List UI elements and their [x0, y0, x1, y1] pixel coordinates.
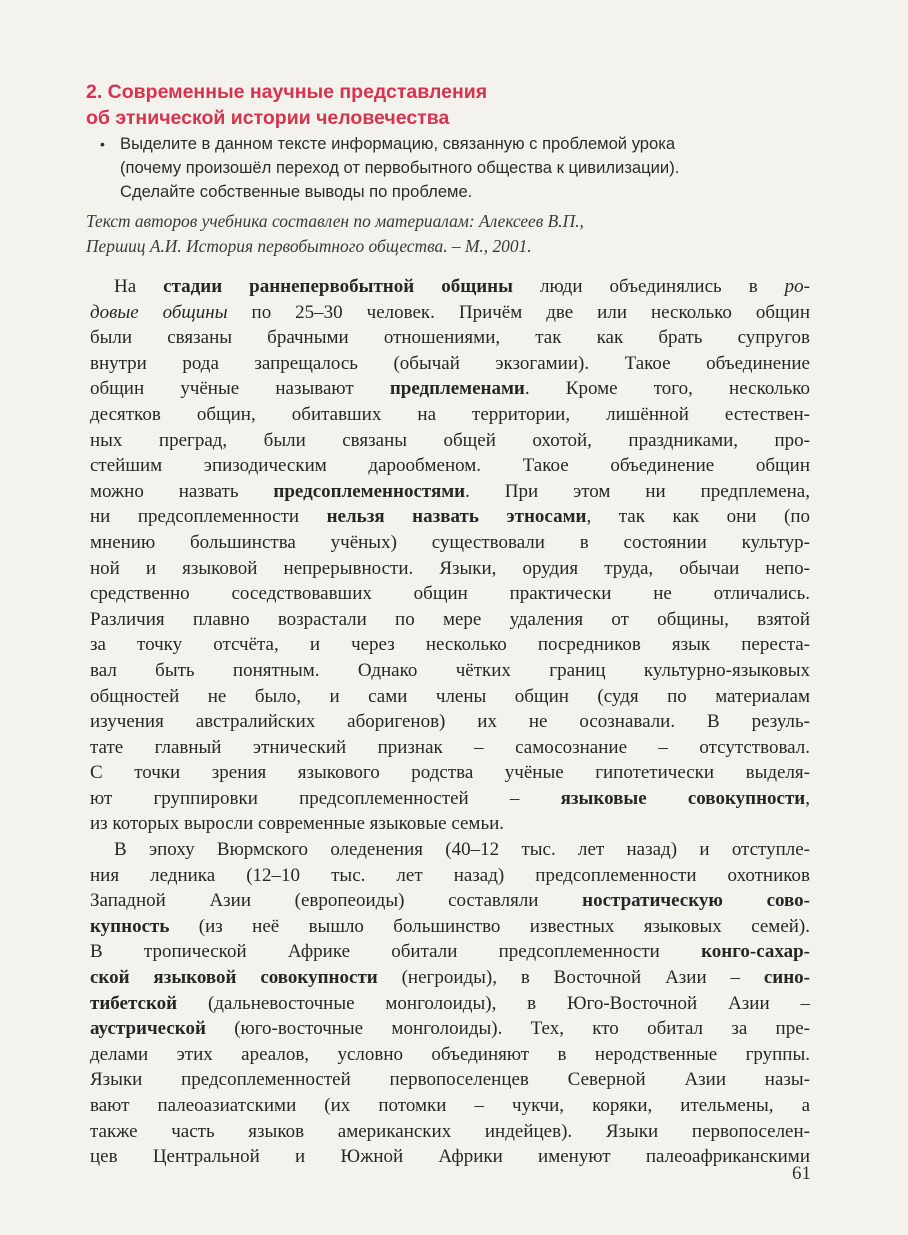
bold-term: предплеменами [389, 378, 525, 400]
italic-term: довые общины [90, 301, 228, 323]
text-line [90, 632, 810, 658]
text-run: . При этом ни предплемена, [465, 480, 810, 502]
text-line [90, 811, 810, 837]
text-line [90, 991, 810, 1017]
bold-term: ской языковой совокупности [90, 967, 378, 989]
text-line [90, 351, 810, 377]
bold-term: аустрической [90, 1018, 206, 1040]
bold-term: сино- [763, 967, 810, 989]
text-line [90, 1042, 810, 1068]
text-run: люди объединялись в [512, 276, 785, 297]
text-run: (дальневосточные монголоиды), в Юго-Восточной Азии – [177, 992, 810, 1014]
text-line [90, 658, 810, 684]
text-run: за точку отсчёта, и через несколько посредников язык переста- [90, 634, 810, 656]
text-run: Языки предсоплеменностей первопоселенцев Северной Азии назы- [90, 1069, 810, 1091]
text-run: ни предсоплеменности [90, 506, 327, 528]
source-line: Першиц А.И. История первобытного общества. – М., 2001. [86, 236, 532, 256]
task-line: Выделите в данном тексте информацию, связанную с проблемой урока [120, 134, 676, 153]
bold-term: стадии раннепервобытной общины [163, 276, 513, 297]
text-line [90, 914, 810, 940]
text-run: ной и языковой непрерывности. Языки, орудия труда, обычаи непо- [90, 557, 810, 579]
text-run: вают палеоазиатскими (их потомки – чукчи, коряки, ительмены, а [90, 1095, 810, 1116]
text-line [90, 453, 810, 479]
text-run: средственно соседствовавших общин практически не отличались. [90, 583, 810, 605]
text-line [90, 863, 810, 889]
text-run: ют группировки предсоплеменностей – [90, 787, 561, 809]
bold-term: языковые совокупности [560, 787, 806, 809]
text-run: общин учёные называют [90, 378, 390, 400]
text-line [90, 479, 810, 505]
text-line [90, 274, 810, 300]
text-line [90, 1093, 810, 1119]
section-heading-line-1: 2. Современные научные представления [86, 81, 488, 103]
bold-term: тибетской [90, 992, 178, 1014]
text-run: (негроиды), в Восточной Азии – [377, 967, 764, 989]
text-run: общностей не было, и сами члены общин (судя по материалам [90, 685, 810, 707]
text-line [90, 607, 810, 633]
text-line [90, 965, 810, 991]
text-line [90, 581, 810, 607]
text-line [90, 786, 810, 812]
text-line [90, 325, 810, 351]
source-line: Текст авторов учебника составлен по материалам: Алексеев В.П., [86, 211, 584, 231]
text-line [90, 837, 810, 863]
text-line [90, 760, 810, 786]
text-line [90, 1067, 810, 1093]
text-run: цев Центральной и Южной Африки именуют палеоафриканскими [90, 1146, 810, 1168]
text-run: , так как они (по [586, 506, 810, 528]
bold-term: нельзя назвать этносами [326, 506, 587, 528]
text-line [90, 1119, 810, 1145]
text-line [90, 1016, 810, 1042]
text-run: десятков общин, обитавших на территории, лишённой естествен- [90, 403, 810, 425]
text-run: В эпоху Вюрмского оледенения (40–12 тыс. лет назад) и отступле- [114, 839, 810, 861]
task-block [100, 132, 820, 204]
text-run: , [805, 787, 810, 809]
text-run: изучения австралийских аборигенов) их не осознавали. В резуль- [90, 711, 810, 733]
text-run: мнению большинства учёных) существовали в состоянии культур- [90, 531, 810, 553]
text-run: внутри рода запрещалось (обычай экзогамии). Такое объединение [90, 352, 810, 374]
text-line [90, 939, 810, 965]
bold-term: предсоплеменностями [273, 480, 466, 502]
section-heading [86, 79, 646, 131]
text-run: из которых выросли современные языковые семьи. [90, 813, 505, 835]
source-note [86, 209, 826, 259]
text-run: стейшим эпизодическим дарообменом. Такое объединение общин [90, 455, 810, 477]
text-run: делами этих ареалов, условно объединяют в неродственные группы. [90, 1043, 810, 1065]
bold-term: купность [90, 915, 170, 937]
text-run: (юго-восточные монголоиды). Тех, кто обитал за пре- [205, 1018, 810, 1040]
text-run: С точки зрения языкового родства учёные гипотетически выделя- [90, 762, 810, 784]
text-run: . Кроме того, несколько [524, 378, 810, 400]
task-line: (почему произошёл переход от первобытного общества к цивилизации). [120, 158, 680, 177]
text-run: Западной Азии (европеоиды) составляли [90, 890, 583, 912]
task-line: Сделайте собственные выводы по проблеме. [120, 182, 473, 201]
text-line [90, 684, 810, 710]
text-line [90, 1144, 810, 1170]
bold-term: ностратическую сово- [582, 890, 811, 912]
text-run: также часть языков американских индейцев). Языки первопоселен- [90, 1120, 810, 1142]
text-line [90, 376, 810, 402]
text-run: вал быть понятным. Однако чётких границ культурно-языковых [90, 659, 810, 681]
text-line [90, 428, 810, 454]
text-run: На [114, 276, 164, 297]
text-run: можно назвать [90, 480, 274, 502]
text-line [90, 530, 810, 556]
text-line [90, 888, 810, 914]
page-number: 61 [792, 1163, 811, 1184]
text-run: были связаны брачными отношениями, так как брать супругов [90, 327, 810, 349]
bold-term: конго-сахар- [701, 941, 810, 963]
text-run: Различия плавно возрастали по мере удаления от общины, взятой [90, 608, 810, 630]
italic-term: ро- [784, 276, 810, 297]
text-run: ных преград, были связаны общей охотой, праздниками, про- [90, 429, 810, 451]
main-text [90, 274, 810, 1170]
text-run: (из неё вышло большинство известных языковых семей). [169, 915, 810, 937]
text-line [90, 709, 810, 735]
bullet-icon: • [100, 136, 105, 152]
text-run: по 25–30 человек. Причём две или несколько общин [227, 301, 810, 323]
text-run: тате главный этнический признак – самосознание – отсутствовал. [90, 736, 810, 758]
text-line [90, 300, 810, 326]
text-run: ния ледника (12–10 тыс. лет назад) предсоплеменности охотников [90, 864, 810, 886]
section-heading-line-2: об этнической истории человечества [86, 107, 450, 129]
text-line [90, 556, 810, 582]
text-line [90, 735, 810, 761]
text-run: В тропической Африке обитали предсоплеменности [90, 941, 702, 963]
text-line [90, 504, 810, 530]
text-line [90, 402, 810, 428]
